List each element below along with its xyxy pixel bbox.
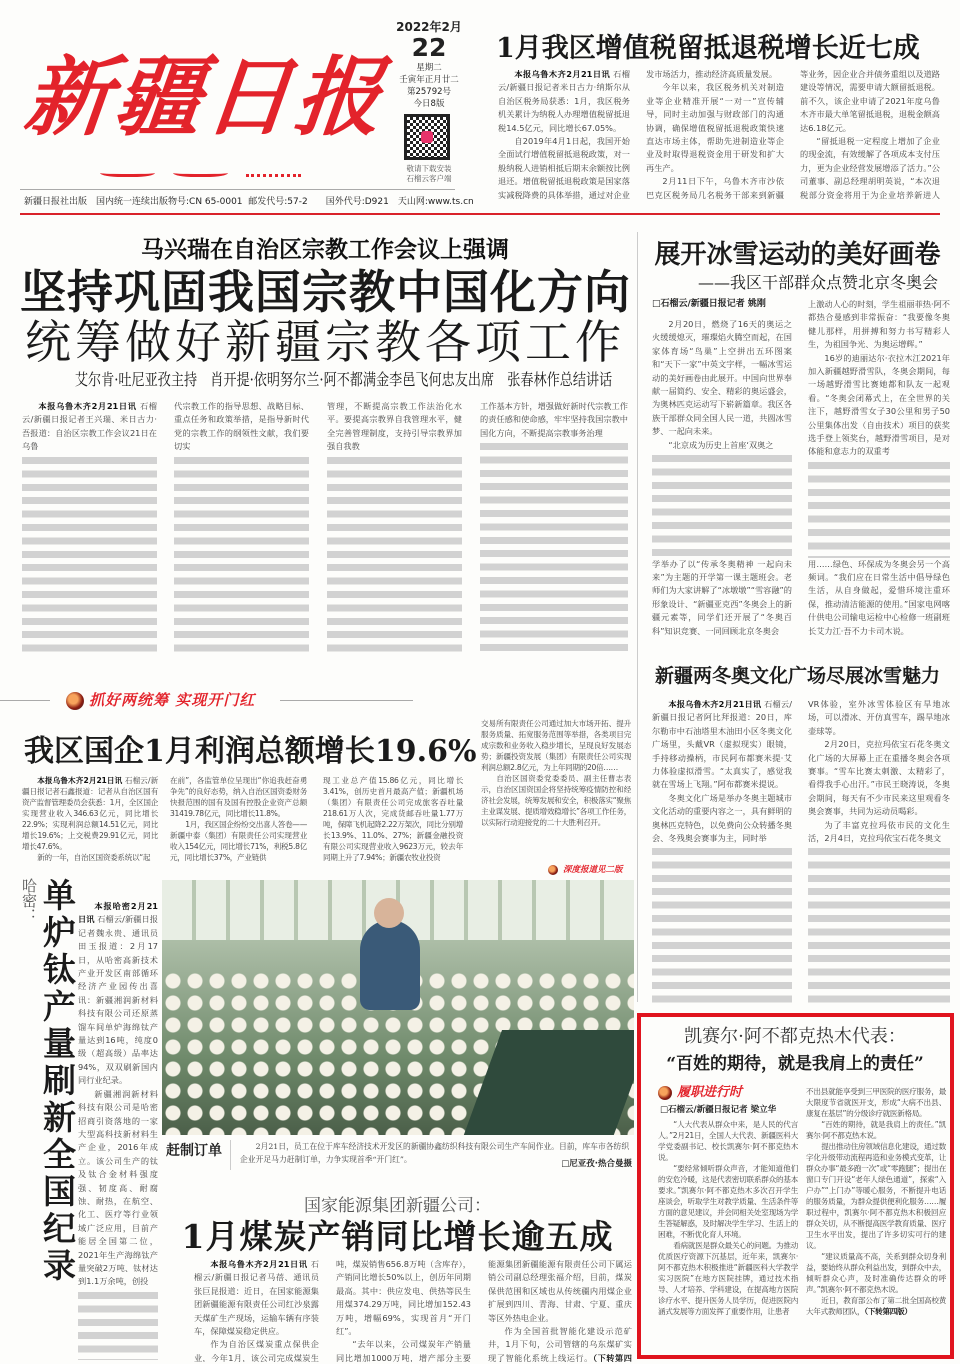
more-report-link[interactable] [548, 864, 623, 876]
paragraph: 16岁的迪丽达尔·衣拉木江2021年加入新疆越野滑雪队，冬奥会期间，每一场越野滑雪比赛她都和队友一起观看。“冬奥会闭幕式上，在全世界的关注下，越野滑雪女子30公里和男子50公里集体出发（自由技术）项目的获奖选手登上领奖台，越野滑雪项目，是对体能和意志力的双重考 [808, 352, 950, 457]
lead-kicker: 马兴瑞在自治区宗教工作会议上强调 [141, 237, 509, 263]
coal-kicker: 国家能源集团新疆公司： [304, 1196, 491, 1216]
qr-caption-line2: 石榴云客户端 [406, 174, 452, 183]
qr-caption-line1: 敬请下载安装 [406, 164, 452, 173]
paragraph: 管理，不断提高宗教工作法治化水平。要提高宗教界自我管理水平，健全完善管理制度，支持引导宗教界加强自我教 [327, 401, 462, 452]
winter-col-1 [652, 318, 792, 638]
deputy-col-1 [658, 1119, 798, 1353]
paragraph: 在前”，各监管单位呈现出“你追我赶奋勇争先”的良好态势，纳入自治区国资委财务快报范围的国有及国有控股企业资产总额31419.78亿元，同比增长11.8%。 [170, 776, 307, 818]
app-logo-icon [421, 131, 433, 143]
deputy-col-2 [806, 1086, 946, 1353]
paragraph: 能源集团新疆能源有限责任公司下属运销公司副总经理张福介绍，目前，煤炭保供范围和区域也从传统疆内用煤企业扩展到四川、青海、甘肃、宁夏、重庆等区外热电企业。 [488, 1259, 632, 1323]
soe-col-4 [481, 718, 631, 858]
paragraph: 现工业总产值15.86亿元，同比增长3.41%，创历史首月最高产值；新疆机场（集团）有限责任公司完成旅客吞吐量218.61万人次，完成货邮吞吐量1.77万吨，保障飞机起降2.22万架次，同比分别增长13.9%、11.0%、27%；新疆金融投资有限公司实现营业收入9623万元，较去年同期上升了7.94%；新疆农牧业投资 [323, 776, 463, 862]
paragraph: 提出推动住房领域信息化建设，通过数字化升级带动流程再造和业务模式变革，让群众办事“最多跑一次”或“零跑腿”；提出在窗口专门开设“老年人绿色通道”，探索“入户办”“上门办”等暖心服务，不断提升电话的服务质量，为群众提供便利化服务……履职过程中，凯赛尔·阿不都克热木积极回应群众关切，从不断提高医学教育质量、医疗卫生水平出发，提出了许多切实可行的建议。 [806, 1142, 946, 1250]
paragraph: 新疆湘润新材料科技有限公司是哈密招商引资落地的一家大型高科技新材料生产企业，2016年成立。该公司生产的钛及钛合金材料强度强、韧度高、耐腐蚀、耐热，在航空、化工、医疗等行业领域广泛应用，目前产能居全国第二位，2021年生产海绵钛产量突破2万吨、钛材达到1.1万余吨，创投 [78, 1088, 158, 1287]
soe-col-2 [170, 775, 307, 867]
banner-line-right [280, 700, 413, 701]
page-count: 今日8版 [413, 99, 445, 109]
qr-caption [395, 164, 463, 184]
photo-caption-title: 赶制订单 [166, 1143, 222, 1159]
dateline: 本报乌鲁木齐2月21日讯 [514, 69, 611, 79]
lead-col-4 [480, 400, 628, 654]
coal-col-2 [336, 1258, 471, 1362]
plaza-headline: 新疆两冬奥文化广场尽展冰雪魅力 [654, 665, 940, 687]
tax-headline: 1月我区增值税留抵退税增长近七成 [496, 33, 920, 64]
lead-col-3 [327, 400, 462, 654]
winter-byline: □石榴云/新疆日报记者 姚刚 [652, 299, 766, 309]
paragraph: 用……绿色、环保成为冬奥会另一个高频词。“我们应在日常生活中倡导绿色生活，从自身做起，爱惜环境注重环保，推动清洁能源的使用。”国家电网喀什供电公司输电运检中心检修一班副班长艾力江·吾不力卡司木说。 [808, 558, 950, 636]
banner-text: 抓好两统筹 实现开门红 [89, 691, 256, 709]
banner-bullet-icon [66, 692, 84, 710]
plaza-col-2 [808, 698, 950, 1003]
masthead-logo: 新疆日报 [19, 47, 391, 148]
text-filler [78, 1289, 158, 1360]
tax-col-1 [498, 68, 630, 202]
badge-bullet-icon [658, 1086, 672, 1100]
dateline: 本报乌鲁木齐2月21日讯 [37, 776, 123, 785]
paragraph: 上激动人心的时刻，学生祖丽菲热·阿不都热合曼感到非常振奋：“我要像冬奥健儿那样，用拼搏和努力书写精彩人生，为祖国争光、为奥运增辉。” [808, 299, 950, 350]
lunar-date: 壬寅年正月廿二 [399, 75, 459, 85]
paragraph: “百姓的期待，就是我肩上的责任。”凯赛尔·阿不都克热木说。 [806, 1120, 946, 1140]
continued-link[interactable]: （下转第四版） [864, 1307, 912, 1316]
paragraph: 石榴云/新疆日报记者阿比拜报道：20日，库尔勒市中石油塔里木油田小区冬奥文化广场里，头戴VR（虚拟现实）眼镜，手持移动操柄，市民阿布都赛米提·艾力体验虚拟滑雪。“太真实了，感觉我就在雪场上飞翔。”阿布都赛米提说。 [652, 699, 792, 790]
section-banner [66, 690, 255, 710]
soe-col-3 [323, 775, 463, 867]
hami-kicker: 哈密： [20, 878, 38, 923]
tax-col-3 [800, 68, 940, 202]
paragraph: 1月，我区国企纷纷交出喜人答卷——新疆中泰（集团）有限责任公司实现营业收入154亿元，同比增长71%，利税5.8亿元，同比增长37%，产业链供 [170, 820, 307, 862]
more-report-label: 深度报道见二版 [563, 865, 623, 875]
paragraph: VR体验，室外冰雪体验区有旱地冰场，可以滑冰、开仿真雪车，踢旱地冰壶球等。 [808, 699, 950, 736]
paragraph: “北京成为历史上首座‘双奥之 [668, 439, 774, 450]
coal-col-1 [194, 1258, 319, 1362]
photo-caption-text: 2月21日，员工在位于库车经济技术开发区的新疆协鑫纺织科技有限公司生产车间作业。目前，库车市各纺织企业开足马力赶制订单，力争实现首季“开门红”。 [240, 1142, 630, 1164]
paragraph: 石榴云/新疆日报记者米日古力·纳斯尔从自治区税务局获悉：1月，我区税务机关累计为纳税人办理增值税留抵退税14.5亿元，同比增长67.05%。 [498, 69, 630, 133]
lead-subdeck: 艾尔肯·吐尼亚孜主持 肖开提·依明努尔兰·阿不都满金李邑飞何忠友出席 张春林作总结讲话 [74, 370, 613, 389]
winter-col-2 [808, 298, 950, 638]
paragraph: 冬奥文化广场是举办冬奥主题城市文化活动的重要内容之一，具有鲜明的奥林匹克特色，以免费向公众转播冬奥会、冬残奥会赛事为主，同时举 [652, 792, 792, 844]
hami-body [78, 900, 158, 1360]
text-filler [327, 454, 462, 654]
paragraph: 2月11日下午，乌鲁木齐市沙依巴克区税务局几名税务干部来到新疆 [646, 176, 784, 200]
dateline: 本报哈密2月21日讯 [78, 901, 158, 925]
factory-photo [162, 880, 634, 1135]
banner-line-left [0, 700, 50, 701]
paragraph: 石榴云/新疆日报记者马蓓、通讯员张巨昆报道：近日，在国家能源集团新疆能源有限责任公司红沙泉露天煤矿生产现场，运输车辆有序装车，保障煤炭稳定供应。 [194, 1259, 319, 1337]
paragraph: 自治区国资委党委委员、副主任曹志表示，自治区国资国企将坚持统筹疫情防控和经济社会发展，统筹发展和安全，积极落实“聚焦主业谋发展、提质增效稳增长”各项工作任务，以实际行动迎接党的二十大胜利召开。 [481, 774, 631, 827]
divider [20, 189, 455, 190]
lead-headline-line1: 坚持巩固我国宗教中国化方向 [20, 265, 631, 319]
paragraph: 石榴云/新疆日报记者魏永贵、通讯员田玉报道：2月17日，从哈密高新技术产业开发区南部循环经济产业园传出喜讯：新疆湘润新材料科技有限公司还原蒸馏车间单炉海绵钛产量达到16吨，纯度0级（超高级）品率达94%，双双刷新国内同行业纪录。 [78, 914, 158, 1086]
deputy-headline: “百姓的期待，就是我肩上的责任” [666, 1054, 924, 1074]
paragraph: 交易所有限责任公司通过加大市场开拓、提升服务质量、拓宽服务范围等举措，各类项目完成宗数和业务收入稳步增长，呈现良好发展态势；新疆投资发展（集团）有限责任公司实现利润总额2.8亿元，为上年同期的20倍…… [481, 719, 631, 772]
dateline: 本报乌鲁木齐2月21日讯 [38, 401, 137, 411]
badge-label: 履职进行时 [677, 1085, 743, 1100]
hami-headline: 单炉钛产量刷新全国纪录 [38, 878, 77, 1285]
paragraph: 看病就医是群众最关心的问题。为推动优质医疗资源下沉基层，近年来，凯赛尔·阿不都克热木积极推进“新疆医科大学教学实习医院”在地方医院挂牌，通过技术指导、人才培养、学科建设，在提高地方医院诊疗水平、提升医务人员学历，促进医院内涵式发展等方面发挥了重要作用，让患者 [658, 1241, 798, 1316]
paragraph: “去年以来，公司煤炭年产销量同比增加1000万吨，增产部分主要 [336, 1339, 471, 1362]
paragraph: 学举办了以“传承冬奥精神 一起向未来”为主题的开学第一课主题班会。老师们为大家讲解了“冰墩墩”“雪容融”的形象设计、“新疆亚克西”冬奥会上的新疆元素等，同学们还开展了“冬奥百科”知识竞赛、一同回顾北京冬奥会 [652, 558, 792, 636]
tax-col-2 [646, 68, 784, 202]
text-filler [22, 454, 157, 654]
winter-headline: 展开冰雪运动的美好画卷 [654, 240, 941, 270]
paragraph: 石榴云/新疆日报记者石鑫报道：记者从自治区国有资产监督管理委员会获悉：1月，全区国企实现营业收入346.63亿元，同比增长22.9%；实现利润总额14.51亿元，同比增长19.6%；上交税费29.91亿元，同比增长47.6%。 [22, 776, 158, 851]
paragraph: 发市场活力，推动经济高质量发展。 [646, 69, 778, 79]
date-year-month: 2022年2月 [396, 20, 462, 34]
date-day: 22 [411, 33, 447, 62]
soe-headline: 我区国企1月利润总额增长19.6% [24, 734, 477, 769]
lead-col-1 [22, 400, 157, 654]
paragraph: 2月20日，克拉玛依宝石花冬奥文化广场的大屏幕上正在重播冬奥会各项赛事。“雪车比赛太刺激、太精彩了，看得我手心出汗。”市民王晓涛说，冬奥会期间，每天有不少市民来这里观看冬奥会赛事，共同为运动员喝彩。 [808, 739, 950, 817]
deputy-byline: □石榴云/新疆日报记者 梁立华 [660, 1105, 777, 1115]
dateline: 本报乌鲁木齐2月21日讯 [668, 699, 762, 709]
photo-credit: □尼亚孜·热合曼摄 [561, 1159, 632, 1169]
paragraph: 2月20日，燃烧了16天的奥运之火缓缓熄灭，璀璨焰火腾空而起，在国家体育场“鸟巢”上空拼出五环图案和“天下一家”中英文字样，一幅冰雪运动的美好画卷由此展开。中国向世界奉献一届简约、安全、精彩的奥运盛会，为奥林匹克运动写下崭新篇章。我区各族干部群众同全国人民一道，共圆冰雪梦、一起向未来。 [652, 319, 792, 437]
coal-headline: 1月煤炭产销同比增长逾五成 [181, 1217, 614, 1256]
continued-link[interactable]: （下转第四 [592, 1352, 632, 1362]
paragraph: “留抵退税一定程度上增加了企业的现金流，有效缓解了各项成本支付压力，更为企业经营发展增添了活力。”公司董事、副总经理胡明英说，“本次退税部分资金将用于为企业培养新进人 [800, 136, 940, 200]
paragraph: 代宗教工作的指导思想、战略目标、重点任务和政策举措，是指导新时代党的宗教工作的纲领性文献，我们要切实 [174, 401, 309, 452]
date-block [395, 20, 463, 110]
bullet-icon [548, 865, 558, 875]
text-filler [808, 459, 950, 558]
paragraph: 工作基本方针，增强做好新时代宗教工作的责任感和使命感，牢牢坚持我国宗教中国化方向，不断提高宗教事务治理 [480, 401, 628, 438]
text-filler [652, 845, 792, 1003]
paragraph: 等业务，因企业合并债务重组以及道路建设等情况，需要申请大额留抵退税。前不久，该企业申请了2021年度乌鲁木齐市最大单笔留抵退税，退税金额高达6.18亿元。 [800, 69, 940, 133]
coal-col-3 [488, 1258, 632, 1362]
plaza-col-1 [652, 698, 792, 1003]
paragraph: “要经常倾听群众声音，才能知道他们的安危冷暖，这是代表密切联系群众的基本要求。”凯赛尔·阿不都克热木多次召开学生座谈会，听取学生对教学质量、生活条件等方面的意见建议，并会同相关处室现场为学生答疑解惑，及时解决学生学习、生活上的困难，不断优化育人环境。 [658, 1164, 798, 1239]
paragraph: 今年以来，我区税务机关对制造业等企业精准开展“一对一”宣传辅导，同时主动加强与财政部门的沟通协调，确保增值税留抵退税政策快速直达市场主体，帮助先进制造业等企业及时取得退税资金用于研发和扩大再生产。 [646, 82, 784, 173]
winter-subtitle: ——我区干部群众点赞北京冬奥会 [697, 273, 938, 292]
paragraph: 作为自治区煤炭重点保供企业，今年1月，该公司完成煤炭生 [194, 1339, 319, 1362]
dateline: 本报乌鲁木齐2月21日讯 [210, 1259, 308, 1269]
publication-info: 新疆日报社出版 国内统一连续出版物号:CN 65-0001 邮发代号:57-2 国外代号:D921 天山网:www.ts.cn [24, 197, 474, 207]
text-filler [174, 454, 309, 654]
deputy-kicker: 凯赛尔·阿不都克热木代表： [684, 1026, 906, 1047]
paragraph: 自2019年4月1日起，我国开始全面试行增值税留抵退税政策，对一般纳税人进销相抵后期末余额按比例退还。增值税留抵退税政策是国家落实减税降费的具体举措，通过对企业 [498, 136, 630, 200]
column-divider [637, 232, 638, 1002]
masthead-minority-script-logo [100, 162, 310, 176]
paragraph: 吨，煤炭销售656.8万吨（含库存），产销同比增长50%以上，创历年同期最高。其中：供应发电、供热等民生用煤374.29万吨，同比增加152.43万吨，增幅69%，实现首月“开门红”。 [336, 1259, 471, 1337]
qr-code[interactable] [404, 114, 450, 160]
paragraph: 不出县就能享受到三甲医院的医疗服务，最大限度节省就医开支，形成“大病不出县、康复在基层”的分级诊疗就医新格局。 [806, 1087, 946, 1118]
paragraph: 作为全国首批智能化建设示范矿井，1月下旬，公司管辖的乌东煤矿实现了智能化系统上线运行。 [488, 1326, 632, 1362]
text-filler [480, 440, 628, 654]
soe-col-1 [22, 775, 158, 867]
paragraph: 近日，教育部公布了第二批全国高校黄大年式教师团队， [806, 1296, 946, 1316]
weekday: 星期二 [416, 63, 442, 73]
paragraph: “建议质量高不高，关系到群众切身利益，要始终从群众利益出发，到群众中去，倾听群众心声，及时准确传达群众的呼声。”凯赛尔·阿不都克热木说。 [806, 1252, 946, 1294]
paragraph: “人大代表从群众中来，是人民的代言人。”2月21日，全国人大代表、新疆医科大学党委副书记、校长凯赛尔·阿不都克热木说。 [658, 1120, 798, 1162]
text-filler [808, 845, 950, 1003]
paragraph: 新的一年，自治区国资委系统以“起 [37, 853, 151, 862]
masthead-red-rule [20, 213, 940, 215]
deputy-badge [658, 1084, 742, 1101]
paragraph: 石榴云/新疆日报记者王兴瑞、米日古力·吾报道：自治区宗教工作会议21日在乌鲁 [22, 401, 157, 452]
lead-headline-line2: 统筹做好新疆宗教各项工作 [25, 315, 625, 369]
paragraph: 为了丰富克拉玛依市民的文化生活，2月4日，克拉玛依宝石花冬奥文 [808, 819, 950, 844]
issue-number: 第25792号 [406, 87, 452, 97]
lead-col-2 [174, 400, 309, 654]
text-filler [652, 452, 792, 558]
caption-divider [230, 1140, 231, 1170]
